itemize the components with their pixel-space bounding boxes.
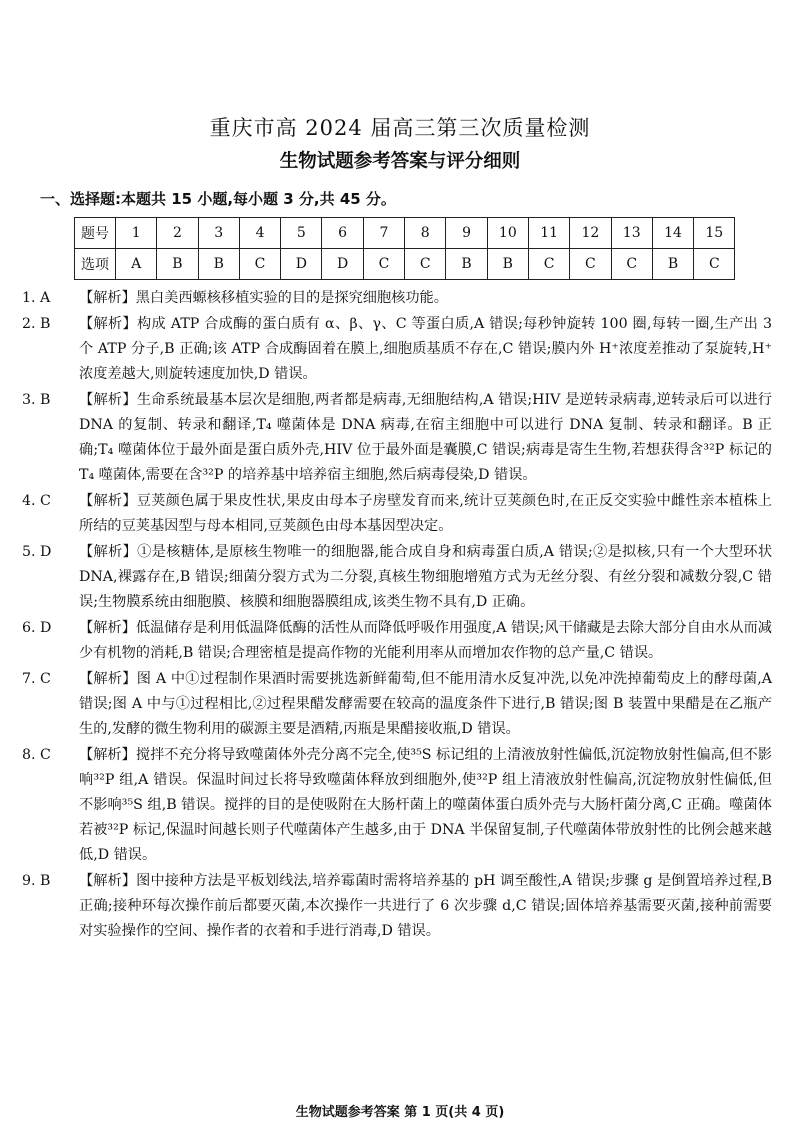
explanation-item — [22, 869, 772, 944]
item-explanation: 【解析】①是核糖体,是原核生物唯一的细胞器,能合成自身和病毒蛋白质,A 错误;②是拟核,只有一个大型环状 DNA,裸露存在,B 错误;细菌分裂方式为二分裂,真核生物细胞增殖方式为无丝分裂、有丝分裂和减数分裂,C 错误;生物膜系统由细胞膜、核膜和细胞器膜组成,该类生物不具有,D 正确。 — [79, 544, 773, 610]
item-number: 6. D — [22, 620, 52, 636]
explanation-item — [22, 540, 772, 615]
answer-option-cell: C — [405, 249, 446, 280]
item-number: 9. B — [22, 873, 51, 889]
answer-option-cell: C — [528, 249, 569, 280]
answer-option-cell: C — [570, 249, 611, 280]
item-number: 3. B — [22, 392, 51, 408]
page-title: 重庆市高 2024 届高三第三次质量检测 — [209, 116, 591, 140]
page-footer: 生物试题参考答案 第 1 页(共 4 页) — [295, 1105, 505, 1120]
row-label-option: 选项 — [75, 249, 116, 280]
answer-option-cell: C — [694, 249, 735, 280]
item-explanation: 【解析】生命系统最基本层次是细胞,两者都是病毒,无细胞结构,A 错误;HIV 是逆转录病毒,逆转录后可以进行 DNA 的复制、转录和翻译,T₄ 噬菌体是 DNA 病毒,在宿主细胞中可以进行 DNA 复制、转录和翻译。B 正确;T₄ 噬菌体位于最外面是蛋白质外壳,HIV 位于最外面是囊膜,C 错误;病毒是寄生生物,若想获得含³²P 标记的 T₄ 噬菌体,需要在含³²P 的培养基中培养宿主细胞,然后病毒侵染,D 错误。 — [79, 392, 772, 483]
question-number-cell: 12 — [570, 218, 611, 249]
item-number: 1. A — [22, 290, 51, 306]
question-number-cell: 3 — [198, 218, 239, 249]
question-number-cell: 10 — [487, 218, 528, 249]
item-explanation: 【解析】搅拌不充分将导致噬菌体外壳分离不完全,使³⁵S 标记组的上清液放射性偏低,沉淀物放射性偏高,但不影响³²P 组,A 错误。保温时间过长将导致噬菌体释放到细胞外,使³²P 组上清液放射性偏高,沉淀物放射性偏低,但不影响³⁵S 组,B 错误。搅拌的目的是使吸附在大肠杆菌上的噬菌体蛋白质外壳与大肠杆菌分离,C 正确。噬菌体若被³²P 标记,保温时间越长则子代噬菌体产生越多,由于 DNA 半保留复制,子代噬菌体带放射性的比例会越来越低,D 错误。 — [79, 747, 772, 863]
item-number: 7. C — [22, 671, 51, 687]
answer-option-cell: D — [281, 249, 322, 280]
question-number-cell: 14 — [652, 218, 693, 249]
answer-option-cell: B — [157, 249, 198, 280]
explanation-item — [22, 388, 772, 488]
item-explanation: 【解析】构成 ATP 合成酶的蛋白质有 α、β、γ、C 等蛋白质,A 错误;每秒钟旋转 100 圈,每转一圈,生产出 3 个 ATP 分子,B 正确;该 ATP 合成酶固着在膜上,细胞质基质不存在,C 错误;膜内外 H⁺浓度差推动了泵旋转,H⁺浓度差越大,则旋转速度加快,D 错误。 — [79, 316, 772, 382]
explanation-item — [22, 616, 772, 666]
answer-option-cell: D — [322, 249, 363, 280]
question-number-cell: 2 — [157, 218, 198, 249]
answer-option-cell: C — [239, 249, 280, 280]
question-number-cell: 15 — [694, 218, 735, 249]
page-subtitle: 生物试题参考答案与评分细则 — [279, 151, 521, 172]
answer-option-cell: A — [116, 249, 157, 280]
answer-option-cell: B — [446, 249, 487, 280]
question-number-cell: 13 — [611, 218, 652, 249]
answer-option-row — [75, 249, 735, 280]
item-explanation: 【解析】豆荚颜色属于果皮性状,果皮由母本子房壁发育而来,统计豆荚颜色时,在正反交实验中雌性亲本植株上所结的豆荚基因型与母本相同,豆荚颜色由母本基因型决定。 — [79, 493, 772, 534]
answer-option-cell: B — [487, 249, 528, 280]
explanation-item — [22, 312, 772, 387]
question-number-cell: 11 — [528, 218, 569, 249]
question-number-cell: 9 — [446, 218, 487, 249]
answer-option-cell: C — [363, 249, 404, 280]
answer-option-cell: B — [198, 249, 239, 280]
question-number-cell: 8 — [405, 218, 446, 249]
explanation-item — [22, 489, 772, 539]
explanation-list — [22, 286, 772, 945]
item-number: 8. C — [22, 747, 51, 763]
question-number-cell: 5 — [281, 218, 322, 249]
item-explanation: 【解析】图中接种方法是平板划线法,培养霉菌时需将培养基的 pH 调至酸性,A 错误;步骤 g 是倒置培养过程,B 正确;接种环每次操作前后都要灭菌,本次操作一共进行了 6 次步骤 d,C 错误;固体培养基需要灭菌,接种前需要对实验操作的空间、操作者的衣着和手进行消毒,D 错误。 — [79, 873, 772, 939]
item-number: 2. B — [22, 316, 51, 332]
question-number-cell: 1 — [116, 218, 157, 249]
question-number-cell: 7 — [363, 218, 404, 249]
item-number: 4. C — [22, 493, 51, 509]
explanation-item — [22, 667, 772, 742]
item-explanation: 【解析】黑白美西螈核移植实验的目的是探究细胞核功能。 — [79, 290, 448, 306]
answer-option-cell: C — [611, 249, 652, 280]
explanation-item — [22, 286, 772, 311]
question-number-row — [75, 218, 735, 249]
section-heading: 一、选择题:本题共 15 小题,每小题 3 分,共 45 分。 — [40, 190, 396, 208]
item-explanation: 【解析】低温储存是利用低温降低酶的活性从而降低呼吸作用强度,A 错误;风干储藏是去除大部分自由水从而减少有机物的消耗,B 错误;合理密植是提高作物的光能利用率从而增加农作物的总产量,C 错误。 — [79, 620, 772, 661]
item-explanation: 【解析】图 A 中①过程制作果酒时需要挑选新鲜葡萄,但不能用清水反复冲洗,以免冲洗掉葡萄皮上的酵母菌,A 错误;图 A 中与①过程相比,②过程果醋发酵需要在较高的温度条件下进行,B 错误;图 B 装置中果醋是在乙瓶产生的,发酵的微生物利用的碳源主要是酒精,丙瓶是果醋接收瓶,D 错误。 — [79, 671, 772, 737]
row-label-number: 题号 — [75, 218, 116, 249]
answer-table — [74, 217, 735, 280]
explanation-item — [22, 743, 772, 868]
question-number-cell: 4 — [239, 218, 280, 249]
question-number-cell: 6 — [322, 218, 363, 249]
item-number: 5. D — [22, 544, 52, 560]
answer-option-cell: B — [652, 249, 693, 280]
